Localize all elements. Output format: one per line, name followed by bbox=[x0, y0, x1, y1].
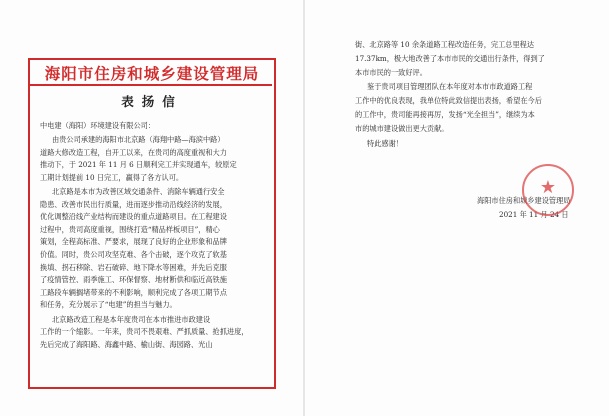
body-line: 道路大修改造工程，自开工以来，在贵司的高度重视和大力 bbox=[40, 147, 227, 157]
body-line: 北京路改造工程是本年度贵司在本市推进市政建设 bbox=[52, 314, 211, 324]
closing-line: 特此感谢！ bbox=[367, 139, 403, 148]
signature: 海阳市住房和城乡建设管理局 bbox=[477, 196, 571, 205]
body-line: 工期计划提前 10 日完工，赢得了各方认可。 bbox=[40, 172, 184, 182]
salutation: 中电建（海阳）环境建设有限公司： bbox=[40, 121, 156, 130]
body-line: 先后完成了海阳路、海鑫中路、榆山街、海园路、光山 bbox=[40, 339, 213, 349]
body-line: 北京路是本市为改善区域交通条件、消除车辆通行安全 bbox=[52, 187, 225, 196]
body-line: 街、北京路等 10 余条道路工程改造任务，完工总里程达 bbox=[355, 40, 535, 49]
seal-star-icon: ★ bbox=[539, 177, 557, 198]
body-line: 价值。同时，贵公司攻坚克难、各个击破，逐个攻克了软基 bbox=[40, 250, 227, 259]
body-line: 过程中，贵司高度重视，围绕打造“精品样板项目”，精心 bbox=[40, 224, 220, 234]
body-line: 工作中的优良表现，我单位特此致信提出表扬，希望在今后 bbox=[355, 96, 542, 105]
body-line: 市的城市建设做出更大贡献。 bbox=[355, 124, 449, 133]
body-line: 优化调整沿线产业结构而建设的重点道路项目。在工程建设 bbox=[40, 212, 227, 222]
body-line: 隐患、改善市民出行质量，进而逐步推动沿线经济的发展， bbox=[40, 199, 227, 209]
left-page bbox=[0, 0, 304, 416]
body-line: 工作的一个缩影。一年来，贵司不畏艰难、严抓质量、抢抓进度， bbox=[40, 327, 249, 337]
official-seal bbox=[522, 164, 574, 216]
document-title: 表扬信 bbox=[121, 94, 183, 109]
letterhead-rule bbox=[30, 84, 272, 86]
signature-date: 2021 年 11 月 24 日 bbox=[499, 210, 569, 219]
body-line: 和任务，充分展示了“电建”的担当与魅力。 bbox=[40, 300, 177, 310]
body-line: 的工作中，贵司能再接再厉，发扬“光全担当”，继续为本 bbox=[355, 110, 535, 119]
body-line: 17.37km，极大地改善了本市市民的交通出行条件，得到了 bbox=[355, 54, 545, 63]
body-line: 鉴于贵司项目管理团队在本年度对本市市政道路工程 bbox=[367, 82, 533, 91]
body-line: 工路段车辆搁堵带来的不利影响，顺利完成了各项工期节点 bbox=[40, 287, 227, 297]
body-line: 本市市民的一致好评。 bbox=[355, 68, 427, 77]
body-line: 换填、拐石移除、岩石破碎、地下降水等困难，并先后克服 bbox=[40, 262, 227, 272]
letterhead-title: 海阳市住房和城乡建设管理局 bbox=[44, 64, 260, 83]
body-line: 策划，全程高标准、严要求，展现了良好的企业形象和品牌 bbox=[40, 237, 227, 247]
body-line: 了疫情管控、雨季施工、环保督察、地材断供和临近高铁施 bbox=[40, 275, 227, 285]
body-line: 推动下，于 2021 年 11 月 6 日顺利完工并实现通车，较原定 bbox=[40, 160, 237, 170]
body-line: 由贵公司承建的海阳市北京路（海翔中路—海滨中路） bbox=[52, 135, 225, 144]
